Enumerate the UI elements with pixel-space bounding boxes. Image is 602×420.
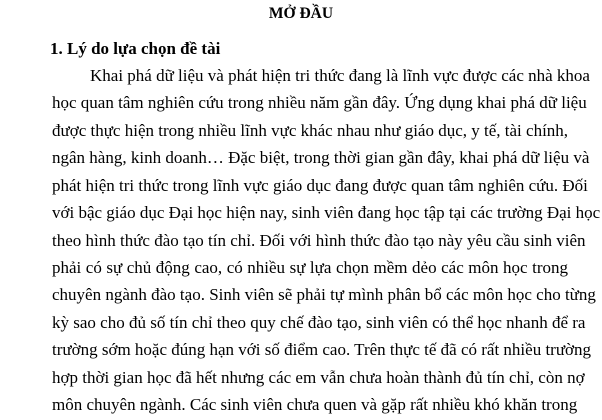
paragraph-line: học quan tâm nghiên cứu trong nhiều năm gần đây. Ứng dụng khai phá dữ liệu [52,93,587,112]
paragraph-line: theo hình thức đào tạo tín chỉ. Đối với hình thức đào tạo này yêu cầu sinh viên [52,231,586,250]
paragraph-line: phát hiện tri thức trong lĩnh vực giáo dục đang được quan tâm nghiên cứu. Đối [52,176,588,195]
paragraph-line: Khai phá dữ liệu và phát hiện tri thức đang là lĩnh vực được các nhà khoa [90,66,590,85]
paragraph-line: ngân hàng, kinh doanh… Đặc biệt, trong thời gian gần đây, khai phá dữ liệu và [52,148,590,167]
paragraph-line: với bậc giáo dục Đại học hiện nay, sinh viên đang học tập tại các trường Đại học [52,203,601,222]
paragraph-line: chuyên ngành đào tạo. Sinh viên sẽ phải tự mình phân bổ các môn học cho từng [52,285,596,304]
paragraph-line: được thực hiện trong nhiều lĩnh vực khác nhau như giáo dục, y tế, tài chính, [52,121,569,140]
paragraph-line: môn chuyên ngành. Các sinh viên chưa quen và gặp rất nhiều khó khăn trong [52,395,578,414]
section-heading: 1. Lý do lựa chọn đề tài [50,39,221,58]
paragraph-line: kỳ sao cho đủ số tín chỉ theo quy chế đào tạo, sinh viên có thể học nhanh để ra [52,313,586,332]
document-title: MỞ ĐẦU [268,5,334,22]
paragraph-line: phải có sự chủ động cao, có nhiều sự lựa chọn mềm dẻo các môn học trong [52,258,568,277]
paragraph-line: hợp thời gian học đã hết nhưng các em vẫn chưa hoàn thành đủ tín chỉ, còn nợ [52,368,585,387]
paragraph-line: trường sớm hoặc đúng hạn với số điểm cao. Trên thực tế đã có rất nhiều trường [52,340,592,359]
